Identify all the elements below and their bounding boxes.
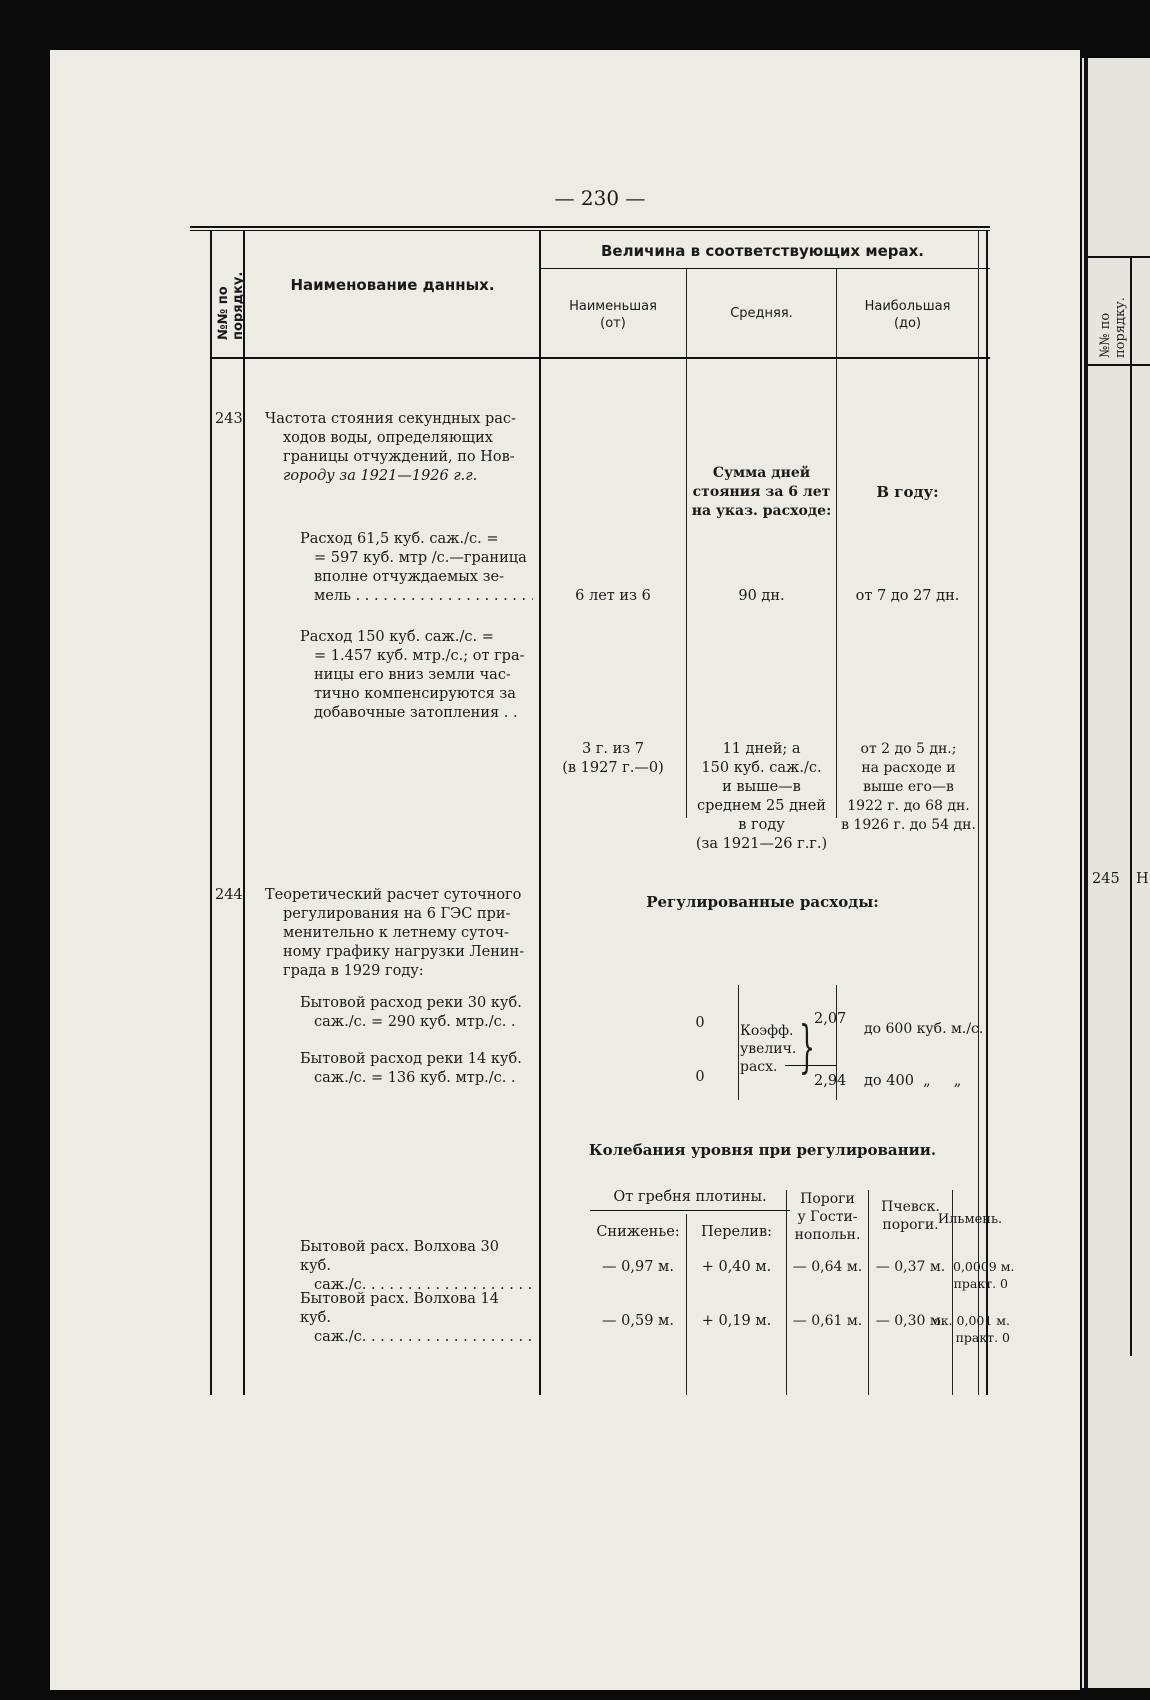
table-top-rule-2	[190, 230, 990, 231]
header-bottom-rule	[210, 357, 990, 359]
adjacent-top-rule	[1088, 256, 1150, 258]
header-no-col: №№ по порядку.	[216, 271, 246, 340]
row-244-c-ilmen: 0,0009 м. практ. 0	[953, 1259, 1015, 1291]
coef-brace-icon: }	[799, 1015, 816, 1080]
row-244-reg-heading: Регулированные расходы:	[646, 893, 879, 911]
adjacent-row-no: 245	[1092, 871, 1120, 887]
row-244-b-min: 0	[695, 1069, 705, 1085]
table-top-rule	[190, 226, 990, 228]
row-244-c: Бытовой расх. Волхова 30 куб. саж./с. . . .	[300, 1238, 533, 1295]
adjacent-no-col: №№ по порядку.	[1098, 297, 1128, 358]
row-244-a-coef: 2,07	[814, 1011, 847, 1027]
row-243-no: 243	[215, 411, 243, 427]
row-243-sub1-max: от 7 до 27 дн.	[855, 588, 960, 604]
row-243-sub2: Расход 150 куб. саж./с. = = 1.457 куб. мтр./с.; от гра- ницы его вниз земли час- тично компенсируются за добавочные затопления . .	[300, 629, 525, 721]
row-244-d-v4: — 0,30 м.	[875, 1313, 946, 1329]
header-name-col: Наименование данных.	[290, 276, 495, 294]
row-244-a: Бытовой расход реки 30 куб. саж./с. = 290 куб. мтр./с. .	[300, 995, 522, 1030]
lvl-group-rule	[590, 1210, 790, 1211]
row-243-sub2-min: 3 г. из 7 (в 1927 г.—0)	[562, 741, 664, 776]
header-max: Наибольшая (до)	[864, 299, 951, 331]
row-243-sub2-mid: 11 дней; а 150 куб. саж./с. и выше—в среднем 25 дней в году (за 1921—26 г.г.)	[695, 741, 828, 852]
row-243-title: Частота стояния секундных рас- ходов воды, определяющих границы отчуждений, по Нов- городу за 1921—1926 г.г.	[265, 411, 516, 484]
row-244-b-coef: 2,94	[814, 1073, 847, 1089]
lvl-h5: Ильмень.	[937, 1212, 1003, 1227]
row-244-d-v1: — 0,59 м.	[602, 1313, 674, 1329]
rule-left	[210, 230, 212, 1395]
row-244-b-max: до 400 „ „	[864, 1073, 962, 1089]
row-244-lvl-heading: Колебания уровня при регулировании.	[588, 1141, 937, 1159]
lvl-h3: Пороги у Гости- нопольн.	[794, 1191, 861, 1243]
document-page	[50, 50, 1080, 1690]
rule-mid	[836, 268, 837, 818]
row-244-d-v2: + 0,19 м.	[701, 1313, 772, 1329]
lvl-h2: Перелив:	[700, 1224, 772, 1240]
lvl-group-label: От гребня плотины.	[613, 1189, 767, 1205]
adjacent-page-spine	[1084, 58, 1088, 1688]
page-number: — 230 —	[554, 186, 646, 210]
lvl-h4: Пчевск. пороги.	[881, 1199, 940, 1233]
row-244-d-v3: — 0,61 м.	[792, 1313, 863, 1329]
coef-rule-left	[738, 985, 739, 1100]
adjacent-col-rule	[1130, 256, 1132, 1356]
rule-name	[539, 230, 541, 1395]
row-244-d: Бытовой расх. Волхова 14 куб. саж./с. . . .	[300, 1290, 533, 1347]
adjacent-row-letter: Н	[1136, 871, 1149, 887]
row-243-sub1: Расход 61,5 куб. саж./с. = = 597 куб. мтр /с.—граница вполне отчуждаемых зе- мель . . .	[300, 530, 533, 606]
row-244-c-v3: — 0,64 м.	[792, 1259, 863, 1275]
row-244-c-v4: — 0,37 м.	[875, 1259, 946, 1275]
row-244-no: 244	[215, 887, 243, 903]
header-sub-rule	[540, 268, 990, 269]
row-243-mid-head: Сумма дней стояния за 6 лет на указ. расходе:	[691, 465, 832, 519]
adjacent-header-rule	[1088, 364, 1150, 366]
row-244-a-min: 0	[695, 1015, 705, 1031]
row-244-c-v2: + 0,40 м.	[701, 1259, 772, 1275]
rule-no	[243, 230, 245, 1395]
rule-min	[686, 268, 687, 818]
header-min: Наименьшая (от)	[569, 299, 657, 331]
row-243-sub1-mid: 90 дн.	[738, 588, 785, 604]
header-value-col: Величина в соответствующих мерах.	[601, 242, 924, 260]
row-243-sub2-max: от 2 до 5 дн.; на расходе и выше его—в 1922 г. до 68 дн. в 1926 г. до 54 дн.	[841, 741, 976, 833]
row-244-d-ilmen: ок. 0,001 м. практ. 0	[933, 1313, 1010, 1345]
header-mid: Средняя.	[730, 306, 793, 321]
adjacent-page	[1082, 58, 1150, 1688]
row-243-max-head: В году:	[876, 483, 939, 501]
row-244-a-max: до 600 куб. м./с.	[864, 1021, 984, 1037]
coef-label: Коэфф. увелич. расх.	[740, 1023, 797, 1075]
row-244-title: Теоретический расчет суточного регулирования на 6 ГЭС при- менительно к летнему суточ- ному графику нагрузки Ленин- града в 1929 году:	[265, 887, 525, 979]
row-243-sub1-min: 6 лет из 6	[575, 588, 651, 604]
row-244-c-v1: — 0,97 м.	[602, 1259, 674, 1275]
row-244-b: Бытовой расход реки 14 куб. саж./с. = 136 куб. мтр./с. .	[300, 1051, 522, 1086]
lvl-h1: Сниженье:	[596, 1224, 680, 1240]
